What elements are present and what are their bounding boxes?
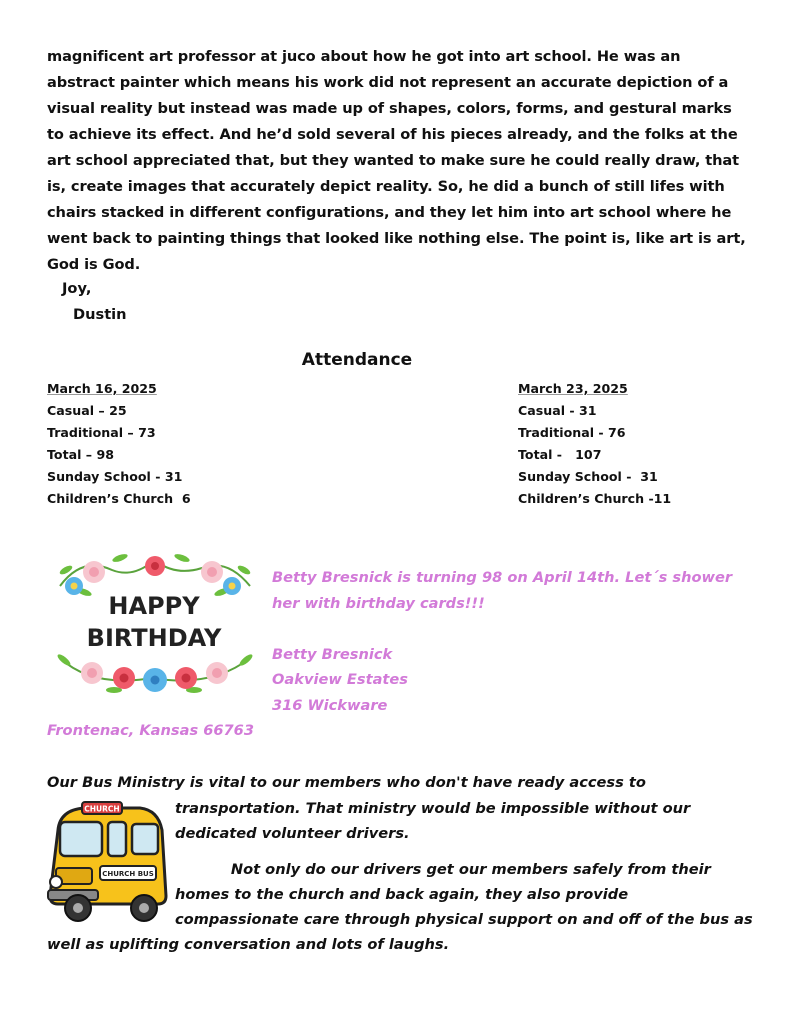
attendance-traditional: Traditional - 76: [518, 425, 626, 440]
birthday-text: BIRTHDAY: [86, 624, 222, 652]
attendance-date: March 23, 2025: [518, 381, 628, 396]
address-street: 316 Wickware: [272, 696, 388, 714]
happy-birthday-image: [52, 548, 257, 698]
bus-ministry-line: homes to the church and back again, they also provide: [175, 886, 629, 903]
attendance-childrens-church: Children’s Church -11: [518, 491, 672, 506]
attendance-week-2: [518, 378, 671, 510]
announcement-line: Betty Bresnick is turning 98 on April 14th. Let´s shower: [272, 569, 733, 586]
attendance-casual: Casual - 31: [518, 403, 597, 418]
bus-ministry-line: dedicated volunteer drivers.: [175, 825, 410, 842]
address-name: Betty Bresnick: [272, 645, 393, 663]
address-place: Oakview Estates: [272, 671, 408, 688]
bus-ministry-line: transportation. That ministry would be impossible without our: [175, 800, 691, 817]
bus-sign-top: CHURCH: [84, 804, 120, 814]
floral-wreath-top: [58, 552, 251, 597]
attendance-date: March 16, 2025: [47, 381, 157, 396]
letter-closing: Joy,: [62, 280, 92, 297]
letter-paragraph: magnificent art professor at juco about how he got into art school. He was an abstract painter which means his work did not represent an accurate depiction of a visual reality but instead was made up of shapes, colors, forms, and gestural marks to achieve its effect. And he’d sold several of his pieces already, and the folks at the art school appreciated that, but they wanted to make sure he could really draw, that is, create images that accurately depict reality. So, he did a bunch of still lifes with chairs stacked in different configurations, and they let him into art school where he went back to painting things that looked like nothing else. The point is, like art is art, God is God.: [47, 48, 746, 273]
attendance-casual: Casual – 25: [47, 403, 127, 418]
attendance-week-1: [47, 378, 191, 510]
bus-ministry-line: well as uplifting conversation and lots of laughs.: [47, 936, 450, 953]
letter-body: [47, 44, 752, 278]
attendance-total: Total - 107: [518, 447, 602, 462]
address-city: Frontenac, Kansas 66763: [47, 722, 254, 739]
attendance-childrens-church: Children’s Church 6: [47, 491, 191, 506]
attendance-traditional: Traditional – 73: [47, 425, 156, 440]
floral-wreath-bottom: [56, 653, 254, 693]
attendance-title: Attendance: [301, 350, 413, 370]
bus-sign-side: CHURCH BUS: [102, 870, 154, 878]
happy-text: HAPPY: [108, 592, 200, 620]
birthday-announcement: [272, 565, 742, 718]
announcement-line: her with birthday cards!!!: [272, 594, 485, 612]
bus-ministry-line: Not only do our drivers get our members safely from their: [175, 861, 711, 878]
attendance-sunday-school: Sunday School - 31: [518, 469, 658, 484]
church-bus-image: [44, 800, 172, 924]
letter-signature: Dustin: [73, 306, 127, 323]
bus-ministry-line: compassionate care through physical support on and off of the bus as: [175, 911, 753, 928]
attendance-sunday-school: Sunday School - 31: [47, 469, 183, 484]
bus-ministry-line: Our Bus Ministry is vital to our members who don't have ready access to: [47, 774, 646, 791]
attendance-total: Total – 98: [47, 447, 114, 462]
